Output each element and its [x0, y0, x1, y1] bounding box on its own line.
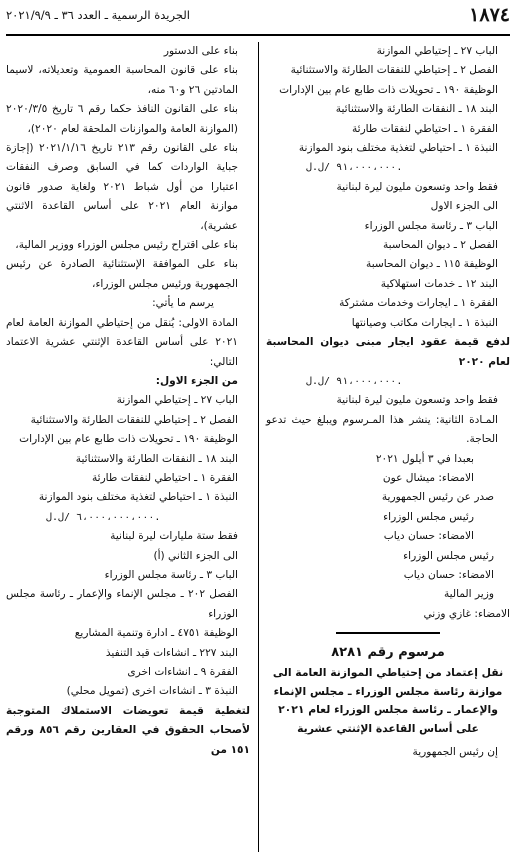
text-line: الفصل ٢ ـ ديوان المحاسبة	[383, 239, 498, 252]
text-line: بعبدا في ٣ أيلول ٢٠٢١	[375, 452, 474, 465]
text-line: الوظيفة ١١٥ ـ ديوان المحاسبة	[366, 258, 498, 271]
text-line: الوظيفة ٤٧٥١ ـ ادارة وتنمية المشاريع	[74, 627, 238, 640]
text-line: فقط ستة مليارات ليرة لبنانية	[110, 530, 238, 543]
text-line: رئيس مجلس الوزراء	[403, 549, 494, 562]
text-line: الى الجزء الثاني (أ)	[153, 549, 238, 562]
text-line: بناء على اقتراح رئيس مجلس الوزراء ووزير المالية،	[15, 239, 238, 252]
text-line: البند ١٨ ـ النفقات الطارئة والاستثنائية	[335, 103, 498, 116]
text-line: بناء على القانون النافذ حكما رقم ٦ تاريخ ٢٠٢٠/٣/٥ (الموازنة العامة والموازنات الملحقة لعام ٢٠٢٠)،	[6, 103, 238, 135]
text-line: يرسم ما يأتي:	[152, 297, 214, 310]
right-column-body	[266, 42, 510, 624]
right-column	[266, 42, 510, 762]
text-line: الوظيفة ١٩٠ ـ تحويلات ذات طابع عام بين الإدارات	[19, 433, 238, 446]
text-line: الباب ٣ ـ رئاسة مجلس الوزراء	[364, 219, 498, 232]
text-line: لتغطية قيمة تعويضات الاستملاك المتوجبة لأصحاب الحقوق في العقارين رقم ٨٥٦ ورقم ١٥١ من	[6, 704, 250, 756]
text-line: من الجزء الاول:	[155, 374, 238, 387]
text-line: المـادة الثانية: ينشر هذا المـرسوم ويبلغ حيث تدعو الحاجة.	[266, 413, 498, 446]
text-line: بناء على الموافقة الإستثنائية الصادرة عن رئيس الجمهورية ورئيس مجلس الوزراء،	[6, 258, 238, 290]
text-line: فقط واحد وتسعون مليون ليرة لبنانية	[336, 394, 498, 407]
text-line: الفقرة ١ ـ احتياطي لنفقات طارئة	[351, 122, 498, 135]
page-header	[6, 4, 510, 34]
text-line: البند ٢٢٧ ـ انشاءات قيد التنفيذ	[105, 646, 238, 659]
left-column	[6, 42, 250, 760]
text-line: بناء على القانون رقم ٢١٣ تاريخ ٢٠٢١/١/١٦ (إجازة جباية الواردات كما في السابق وصرف النفقات اعتبارا من أول شباط ٢٠٢١ ولغاية صدور قانون موازنة العام ٢٠٢١ على أساس القاعدة الاثنتي عشرية)،	[6, 142, 238, 232]
text-line: الامضاء: حسان دياب	[403, 568, 494, 581]
text-line: الفقرة ٩ ـ انشاءات اخرى	[127, 666, 238, 678]
decree-opening: إن رئيس الجمهورية	[412, 745, 498, 758]
text-line: الباب ٣ ـ رئاسة مجلس الوزراء	[104, 568, 238, 581]
text-line: الفصل ٢ ـ إحتياطي للنفقات الطارئة والاستثنائية	[290, 64, 498, 77]
amount-line: ٩١،٠٠٠،٠٠٠ /ل.ل.	[306, 375, 403, 387]
text-line: الفصل ٢ ـ إحتياطي للنفقات الطارئة والاستثنائية	[30, 413, 238, 426]
text-line: الامضاء: ميشال عون	[382, 471, 474, 484]
text-line: الامضاء: غازي وزني	[423, 607, 510, 620]
text-line: وزير المالية	[443, 588, 494, 601]
text-line: النبذة ١ ـ ايجارات مكاتب وصيانتها	[351, 316, 498, 329]
amount-line: ٦،٠٠٠،٠٠٠،٠٠٠ /ل.ل.	[46, 511, 161, 523]
text-line: الفقرة ١ ـ ايجارات وخدمات مشتركة	[339, 297, 498, 310]
text-line: النبذة ٣ ـ انشاءات اخرى (تمويل محلي)	[66, 685, 238, 698]
text-line: المادة الاولى: يُنقل من إحتياطي الموازنة العامة لعام ٢٠٢١ على أساس القاعدة الإثنتي عشرية الاعتماد التالي:	[6, 316, 238, 368]
page-number: ١٨٧٤	[469, 4, 510, 26]
publication-title: الجريدة الرسمية ـ العدد ٣٦ ـ ٢٠٢١/٩/٩	[6, 8, 190, 22]
text-line: بناء على الدستور	[163, 45, 238, 57]
text-line: رئيس مجلس الوزراء	[383, 510, 474, 523]
text-line: صدر عن رئيس الجمهورية	[381, 491, 494, 504]
text-line: البند ١٨ ـ النفقات الطارئة والاستثنائية	[75, 452, 238, 465]
text-line: الباب ٢٧ ـ إحتياطي الموازنة	[376, 45, 498, 57]
header-rule	[6, 34, 510, 36]
column-divider	[258, 42, 259, 852]
text-line: لدفع قيمة عقود ايجار مبنى ديوان المحاسبة لعام ٢٠٢٠	[266, 336, 510, 368]
section-divider	[266, 624, 510, 642]
decree-title: نقل إعتماد من إحتياطي الموازنة العامة الى موازنة رئاسة مجلس الوزراء ـ مجلس الإنماء والإعمار ـ رئاسة مجلس الوزراء لعام ٢٠٢١ على أساس القاعدة الإثنتي عشرية	[272, 666, 504, 735]
text-line: الفصل ٢٠٢ ـ مجلس الإنماء والإعمار ـ رئاسة مجلس الوزراء	[6, 588, 238, 620]
text-line: بناء على قانون المحاسبة العمومية وتعديلاته، لاسيما المادتين ٢٦ و٦٠ منه،	[6, 64, 238, 96]
text-line: الى الجزء الاول	[430, 200, 498, 213]
text-line: النبذة ١ ـ احتياطي لتغذية مختلف بنود الموازنة	[298, 142, 498, 155]
text-line: الوظيفة ١٩٠ ـ تحويلات ذات طابع عام بين الإدارات	[279, 83, 498, 96]
text-line: البند ١٢ ـ خدمات استهلاكية	[380, 277, 498, 290]
left-column-body	[6, 42, 250, 760]
text-line: النبذة ١ ـ احتياطي لتغذية مختلف بنود الموازنة	[38, 491, 238, 504]
text-line: الباب ٢٧ ـ إحتياطي الموازنة	[116, 394, 238, 407]
text-line: الفقرة ١ ـ احتياطي لنفقات طارئة	[91, 471, 238, 484]
decree-number: مرسوم رقم ٨٢٨١	[331, 645, 445, 661]
text-line: الامضاء: حسان دياب	[383, 530, 474, 543]
text-line: فقط واحد وتسعون مليون ليرة لبنانية	[336, 180, 498, 193]
amount-line: ٩١،٠٠٠،٠٠٠ /ل.ل.	[306, 162, 403, 174]
